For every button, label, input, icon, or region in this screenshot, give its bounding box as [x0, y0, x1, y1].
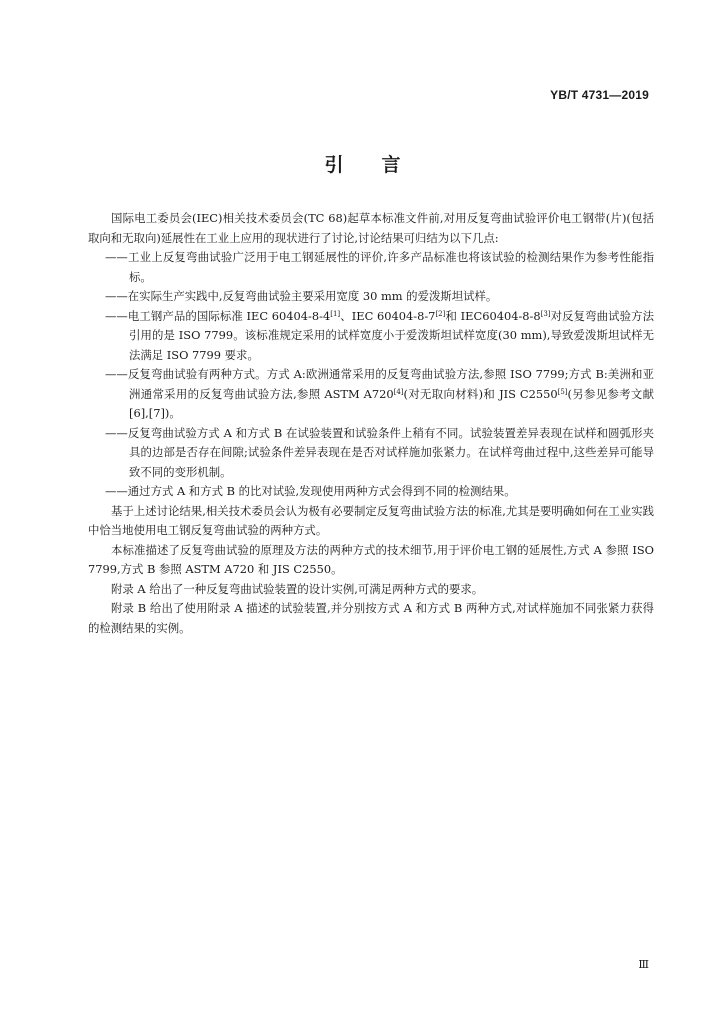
list-item-text: (对无取向材料)和 JIS C2550	[403, 386, 558, 401]
body-paragraph: 本标准描述了反复弯曲试验的原理及方法的两种方式的技术细节,用于评价电工钢的延展性,方式 A 参照 ISO 7799,方式 B 参照 ASTM A720 和 JIS C2550。	[88, 542, 654, 576]
body-paragraph: 附录 A 给出了一种反复弯曲试验装置的设计实例,可满足两种方式的要求。	[111, 581, 484, 596]
reference-marker: [1]	[330, 309, 341, 318]
list-item-text: 对反复弯曲试验方法引用的是 ISO 7799。该标准规定采用的试样宽度小于爱泼斯坦试样宽度(30 mm),导致爱泼斯坦试样无法满足 ISO 7799 要求。	[129, 308, 655, 362]
list-item-text: 、IEC 60404-8-7	[340, 308, 436, 323]
list-item	[88, 307, 654, 366]
list-item: ——在实际生产实践中,反复弯曲试验主要采用宽度 30 mm 的爱泼斯坦试样。	[105, 289, 498, 303]
reference-marker: [5]	[557, 387, 568, 396]
reference-marker: [2]	[435, 309, 446, 318]
page-number: Ⅲ	[638, 958, 649, 971]
reference-marker: [3]	[540, 309, 551, 318]
list-item	[88, 365, 654, 424]
list-item: ——工业上反复弯曲试验广泛用于电工钢延展性的评价,许多产品标准也将该试验的检测结果作为参考性能指标。	[105, 250, 654, 284]
reference-marker: [4]	[393, 387, 404, 396]
list-item: ——反复弯曲试验方式 A 和方式 B 在试验装置和试验条件上稍有不同。试验装置差异表现在试样和圆弧形夹具的边部是否存在间隙;试验条件差异表现在是否对试样施加张紧力。在试样弯曲过程中,这些差异可能导致不同的变形机制。	[105, 425, 654, 479]
list-item-text: ——电工钢产品的国际标准 IEC 60404-8-4	[105, 308, 331, 323]
standard-number: YB/T 4731—2019	[550, 88, 649, 102]
page-title: 引言	[324, 154, 439, 176]
body-paragraph: 基于上述讨论结果,相关技术委员会认为极有必要制定反复弯曲试验方法的标准,尤其是要明确如何在工业实践中恰当地使用电工钢反复弯曲试验的两种方式。	[88, 503, 654, 537]
list-item-text: ——反复弯曲试验有两种方式。方式 A:欧洲通常采用的反复弯曲试验方法,参照 ISO 7799;方式 B:美洲和亚洲通常采用的反复弯曲试验方法,参照 ASTM A720	[105, 367, 654, 401]
list-item-text: (另参见参考文献[6],[7])。	[129, 386, 655, 420]
intro-paragraph: 国际电工委员会(IEC)相关技术委员会(TC 68)起草本标准文件前,对用反复弯曲试验评价电工钢带(片)(包括取向和无取向)延展性在工业上应用的现状进行了讨论,讨论结果可归结为以下几点:	[88, 211, 654, 245]
list-item-text: 和 IEC60404-8-8	[445, 308, 541, 323]
body-paragraph: 附录 B 给出了使用附录 A 描述的试验装置,并分别按方式 A 和方式 B 两种方式,对试样施加不同张紧力获得的检测结果的实例。	[88, 601, 654, 635]
list-item: ——通过方式 A 和方式 B 的比对试验,发现使用两种方式会得到不同的检测结果。	[105, 484, 516, 498]
document-body	[88, 209, 654, 638]
